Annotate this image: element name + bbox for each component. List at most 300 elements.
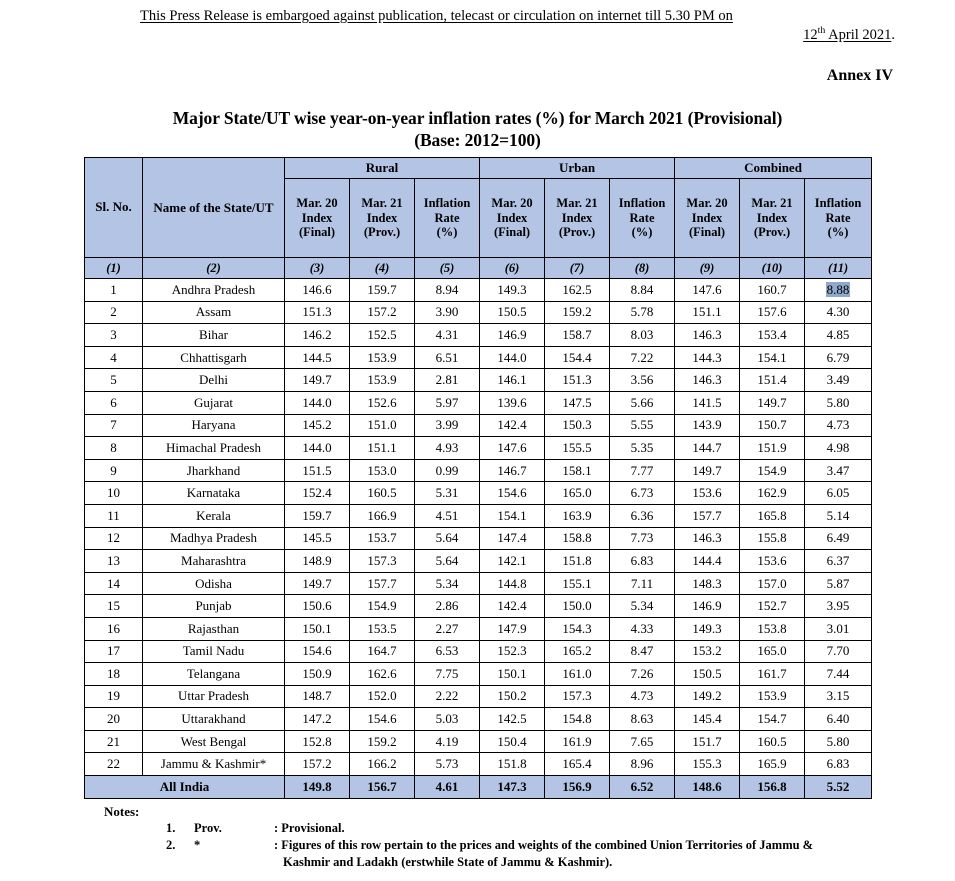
row-state-name: Chhattisgarh <box>143 346 285 369</box>
row-state-name: Madhya Pradesh <box>143 527 285 550</box>
row-serial-number: 3 <box>85 324 143 347</box>
note-1-key: Prov. <box>194 821 222 836</box>
row-value-r21: 153.0 <box>350 459 415 482</box>
row-value-r21: 166.9 <box>350 504 415 527</box>
row-value-r20: 144.0 <box>285 391 350 414</box>
inflation-table-container <box>84 157 871 799</box>
row-state-name: Tamil Nadu <box>143 640 285 663</box>
table-row <box>85 459 872 482</box>
table-row <box>85 504 872 527</box>
row-value-c21: 165.8 <box>740 504 805 527</box>
row-value-urate: 6.36 <box>610 504 675 527</box>
row-serial-number: 17 <box>85 640 143 663</box>
header-urban-rate-l2: Rate <box>629 210 655 225</box>
row-serial-number: 19 <box>85 685 143 708</box>
row-value-crate: 4.73 <box>805 414 872 437</box>
row-serial-number: 20 <box>85 708 143 731</box>
row-value-c20: 149.3 <box>675 617 740 640</box>
colnum-6: (6) <box>480 258 545 279</box>
row-value-r20: 150.6 <box>285 595 350 618</box>
row-value-c21: 151.4 <box>740 369 805 392</box>
row-value-u20: 152.3 <box>480 640 545 663</box>
row-value-r20: 150.9 <box>285 663 350 686</box>
row-value-u20: 142.5 <box>480 708 545 731</box>
embargo-date-day: 12 <box>803 27 818 43</box>
header-state-name: Name of the State/UT <box>143 158 285 258</box>
row-value-urate: 5.34 <box>610 595 675 618</box>
row-state-name: Bihar <box>143 324 285 347</box>
row-value-r20: 152.8 <box>285 730 350 753</box>
row-state-name: Rajasthan <box>143 617 285 640</box>
row-value-c20: 146.3 <box>675 369 740 392</box>
row-value-u20: 147.4 <box>480 527 545 550</box>
row-state-name: Uttar Pradesh <box>143 685 285 708</box>
table-row <box>85 527 872 550</box>
row-value-r20: 148.7 <box>285 685 350 708</box>
row-value-c20: 153.2 <box>675 640 740 663</box>
row-value-r20: 145.2 <box>285 414 350 437</box>
row-serial-number: 2 <box>85 301 143 324</box>
row-value-crate: 6.40 <box>805 708 872 731</box>
row-value-c21: 161.7 <box>740 663 805 686</box>
row-value-u21: 150.0 <box>545 595 610 618</box>
header-rural-mar20-l2: Index <box>301 210 333 225</box>
row-serial-number: 1 <box>85 279 143 302</box>
row-serial-number: 22 <box>85 753 143 776</box>
row-value-u21: 150.3 <box>545 414 610 437</box>
row-serial-number: 18 <box>85 663 143 686</box>
row-value-rrate: 5.73 <box>415 753 480 776</box>
row-value-crate: 3.95 <box>805 595 872 618</box>
row-value-r21: 152.0 <box>350 685 415 708</box>
table-row <box>85 414 872 437</box>
row-value-c21: 149.7 <box>740 391 805 414</box>
total-value-crate: 5.52 <box>805 776 872 799</box>
row-value-rrate: 7.75 <box>415 663 480 686</box>
row-value-r21: 151.0 <box>350 414 415 437</box>
row-value-c20: 144.4 <box>675 550 740 573</box>
row-value-u21: 151.3 <box>545 369 610 392</box>
row-value-u20: 144.0 <box>480 346 545 369</box>
row-value-crate: 3.49 <box>805 369 872 392</box>
row-value-u20: 150.2 <box>480 685 545 708</box>
note-2-value <box>274 837 955 871</box>
embargo-line-1-text: This Press Release is embargoed against publication, telecast or circulation on internet till 5.30 PM on <box>140 8 733 24</box>
header-combined-rate-l2: Rate <box>825 210 851 225</box>
colnum-4: (4) <box>350 258 415 279</box>
row-value-crate: 4.30 <box>805 301 872 324</box>
colnum-9: (9) <box>675 258 740 279</box>
row-value-c20: 144.7 <box>675 437 740 460</box>
header-rural-mar21-l3: (Prov.) <box>363 225 401 240</box>
row-serial-number: 11 <box>85 504 143 527</box>
table-row <box>85 279 872 302</box>
row-value-u21: 165.0 <box>545 482 610 505</box>
row-value-rrate: 2.86 <box>415 595 480 618</box>
row-value-r20: 149.7 <box>285 572 350 595</box>
row-value-c20: 150.5 <box>675 663 740 686</box>
row-value-u20: 146.1 <box>480 369 545 392</box>
total-row-label: All India <box>85 776 285 799</box>
colnum-5: (5) <box>415 258 480 279</box>
row-value-crate: 4.85 <box>805 324 872 347</box>
row-value-u21: 158.1 <box>545 459 610 482</box>
row-value-r21: 153.9 <box>350 369 415 392</box>
note-2-value-line1: : Figures of this row pertain to the prices and weights of the combined Union Territories of Jammu & <box>274 838 814 853</box>
row-state-name: Telangana <box>143 663 285 686</box>
note-item-1 <box>166 820 955 837</box>
row-value-rrate: 3.90 <box>415 301 480 324</box>
header-combined-mar21-l3: (Prov.) <box>753 225 791 240</box>
row-value-u21: 155.1 <box>545 572 610 595</box>
row-value-u21: 157.3 <box>545 685 610 708</box>
row-state-name: Uttarakhand <box>143 708 285 731</box>
embargo-line-1 <box>140 7 895 26</box>
colnum-7: (7) <box>545 258 610 279</box>
embargo-date-ordinal: th <box>817 25 826 37</box>
row-value-r20: 144.5 <box>285 346 350 369</box>
total-value-urate: 6.52 <box>610 776 675 799</box>
row-state-name: Himachal Pradesh <box>143 437 285 460</box>
highlighted-value: 8.88 <box>826 281 850 297</box>
header-group-urban: Urban <box>480 158 675 179</box>
total-value-u20: 147.3 <box>480 776 545 799</box>
row-value-rrate: 4.19 <box>415 730 480 753</box>
header-urban-mar20-l2: Index <box>496 210 528 225</box>
row-value-c20: 157.7 <box>675 504 740 527</box>
header-urban-rate-l3: (%) <box>631 225 653 240</box>
row-value-urate: 4.73 <box>610 685 675 708</box>
header-combined-mar21-l2: Index <box>756 210 788 225</box>
row-value-rrate: 8.94 <box>415 279 480 302</box>
row-value-u21: 147.5 <box>545 391 610 414</box>
row-value-rrate: 5.31 <box>415 482 480 505</box>
row-value-r21: 153.7 <box>350 527 415 550</box>
row-value-c20: 149.7 <box>675 459 740 482</box>
row-value-r21: 152.6 <box>350 391 415 414</box>
notes-section <box>104 803 955 871</box>
row-value-c21: 165.9 <box>740 753 805 776</box>
row-value-u21: 159.2 <box>545 301 610 324</box>
row-value-c20: 149.2 <box>675 685 740 708</box>
row-serial-number: 14 <box>85 572 143 595</box>
row-value-u20: 142.4 <box>480 595 545 618</box>
header-urban-mar21-l3: (Prov.) <box>558 225 596 240</box>
row-value-rrate: 6.51 <box>415 346 480 369</box>
row-value-u20: 149.3 <box>480 279 545 302</box>
row-serial-number: 21 <box>85 730 143 753</box>
header-combined-rate-l3: (%) <box>827 225 849 240</box>
row-value-rrate: 2.22 <box>415 685 480 708</box>
total-value-r21: 156.7 <box>350 776 415 799</box>
row-value-c21: 153.8 <box>740 617 805 640</box>
row-value-r21: 151.1 <box>350 437 415 460</box>
row-value-c21: 152.7 <box>740 595 805 618</box>
title-line-2: (Base: 2012=100) <box>414 130 541 150</box>
row-value-rrate: 5.64 <box>415 527 480 550</box>
row-value-rrate: 4.51 <box>415 504 480 527</box>
row-value-urate: 7.77 <box>610 459 675 482</box>
row-value-r20: 144.0 <box>285 437 350 460</box>
row-value-c20: 146.3 <box>675 527 740 550</box>
row-value-c20: 153.6 <box>675 482 740 505</box>
row-value-urate: 7.65 <box>610 730 675 753</box>
row-value-u20: 150.4 <box>480 730 545 753</box>
row-value-crate: 6.49 <box>805 527 872 550</box>
row-value-rrate: 4.31 <box>415 324 480 347</box>
header-rural-mar21 <box>350 179 415 258</box>
row-value-crate: 6.37 <box>805 550 872 573</box>
table-head <box>85 158 872 258</box>
note-1-value: : Provisional. <box>274 821 345 836</box>
total-value-c20: 148.6 <box>675 776 740 799</box>
table-row <box>85 437 872 460</box>
row-value-crate: 3.15 <box>805 685 872 708</box>
row-value-u20: 146.9 <box>480 324 545 347</box>
row-state-name: Punjab <box>143 595 285 618</box>
row-value-crate: 6.05 <box>805 482 872 505</box>
row-value-u21: 161.0 <box>545 663 610 686</box>
row-value-urate: 6.73 <box>610 482 675 505</box>
row-value-urate: 8.84 <box>610 279 675 302</box>
row-value-urate: 4.33 <box>610 617 675 640</box>
row-value-u21: 154.8 <box>545 708 610 731</box>
row-value-rrate: 6.53 <box>415 640 480 663</box>
header-urban-rate <box>610 179 675 258</box>
row-value-c21: 153.6 <box>740 550 805 573</box>
header-rural-mar20-l1: Mar. 20 <box>296 196 338 211</box>
row-value-rrate: 5.97 <box>415 391 480 414</box>
row-value-r20: 157.2 <box>285 753 350 776</box>
row-state-name: Jammu & Kashmir* <box>143 753 285 776</box>
header-rural-mar21-l2: Index <box>366 210 398 225</box>
row-value-u21: 162.5 <box>545 279 610 302</box>
row-value-urate: 5.78 <box>610 301 675 324</box>
row-value-r20: 151.3 <box>285 301 350 324</box>
row-value-crate: 5.14 <box>805 504 872 527</box>
row-value-c20: 151.1 <box>675 301 740 324</box>
row-value-r20: 150.1 <box>285 617 350 640</box>
row-value-u21: 158.7 <box>545 324 610 347</box>
row-serial-number: 15 <box>85 595 143 618</box>
row-value-c20: 143.9 <box>675 414 740 437</box>
row-value-u21: 154.3 <box>545 617 610 640</box>
row-value-r20: 149.7 <box>285 369 350 392</box>
row-value-urate: 5.66 <box>610 391 675 414</box>
row-value-urate: 3.56 <box>610 369 675 392</box>
header-rural-rate-l1: Inflation <box>423 196 471 211</box>
table-row <box>85 324 872 347</box>
row-serial-number: 4 <box>85 346 143 369</box>
row-value-r21: 152.5 <box>350 324 415 347</box>
row-value-urate: 7.11 <box>610 572 675 595</box>
note-2-number: 2. <box>166 838 176 853</box>
colnum-10: (10) <box>740 258 805 279</box>
row-state-name: Jharkhand <box>143 459 285 482</box>
row-value-rrate: 5.03 <box>415 708 480 731</box>
row-value-u20: 142.1 <box>480 550 545 573</box>
row-value-rrate: 3.99 <box>415 414 480 437</box>
row-value-r21: 160.5 <box>350 482 415 505</box>
header-urban-mar21 <box>545 179 610 258</box>
row-serial-number: 6 <box>85 391 143 414</box>
table-row <box>85 595 872 618</box>
row-value-u21: 155.5 <box>545 437 610 460</box>
row-value-crate: 4.98 <box>805 437 872 460</box>
row-value-c20: 145.4 <box>675 708 740 731</box>
header-combined-rate <box>805 179 872 258</box>
row-value-r20: 152.4 <box>285 482 350 505</box>
row-value-c21: 165.0 <box>740 640 805 663</box>
header-group-combined: Combined <box>675 158 872 179</box>
header-combined-mar20-l3: (Final) <box>688 225 726 240</box>
table-row <box>85 482 872 505</box>
row-value-r21: 166.2 <box>350 753 415 776</box>
header-combined-mar21-l1: Mar. 21 <box>751 196 793 211</box>
header-row-groups <box>85 158 872 179</box>
header-group-rural: Rural <box>285 158 480 179</box>
row-state-name: West Bengal <box>143 730 285 753</box>
row-value-c21: 151.9 <box>740 437 805 460</box>
embargo-line-2 <box>140 26 895 45</box>
row-value-c21: 154.7 <box>740 708 805 731</box>
row-value-r20: 146.6 <box>285 279 350 302</box>
row-value-urate: 6.83 <box>610 550 675 573</box>
row-value-r21: 162.6 <box>350 663 415 686</box>
row-value-r21: 153.5 <box>350 617 415 640</box>
row-value-c21: 160.7 <box>740 279 805 302</box>
header-urban-mar21-l2: Index <box>561 210 593 225</box>
row-value-c20: 146.9 <box>675 595 740 618</box>
row-serial-number: 5 <box>85 369 143 392</box>
total-value-u21: 156.9 <box>545 776 610 799</box>
row-value-u20: 150.5 <box>480 301 545 324</box>
colnum-2: (2) <box>143 258 285 279</box>
row-value-urate: 5.35 <box>610 437 675 460</box>
row-value-urate: 7.22 <box>610 346 675 369</box>
row-value-r21: 164.7 <box>350 640 415 663</box>
embargo-notice <box>140 7 895 45</box>
header-rural-mar20 <box>285 179 350 258</box>
header-combined-rate-l1: Inflation <box>814 196 862 211</box>
table-row <box>85 753 872 776</box>
table-row <box>85 369 872 392</box>
row-state-name: Haryana <box>143 414 285 437</box>
table-row <box>85 685 872 708</box>
row-value-r20: 146.2 <box>285 324 350 347</box>
row-serial-number: 13 <box>85 550 143 573</box>
header-rural-rate <box>415 179 480 258</box>
note-1-number: 1. <box>166 821 176 836</box>
row-value-c21: 153.9 <box>740 685 805 708</box>
header-combined-mar20 <box>675 179 740 258</box>
row-value-urate: 8.03 <box>610 324 675 347</box>
header-urban-mar20 <box>480 179 545 258</box>
row-value-crate: 7.70 <box>805 640 872 663</box>
row-value-rrate: 2.27 <box>415 617 480 640</box>
row-value-u21: 163.9 <box>545 504 610 527</box>
row-value-rrate: 2.81 <box>415 369 480 392</box>
header-urban-mar21-l1: Mar. 21 <box>556 196 598 211</box>
row-state-name: Andhra Pradesh <box>143 279 285 302</box>
row-value-c20: 148.3 <box>675 572 740 595</box>
row-state-name: Delhi <box>143 369 285 392</box>
row-serial-number: 8 <box>85 437 143 460</box>
row-state-name: Assam <box>143 301 285 324</box>
page-title <box>0 107 955 151</box>
row-value-u20: 151.8 <box>480 753 545 776</box>
row-value-c20: 144.3 <box>675 346 740 369</box>
table-row <box>85 663 872 686</box>
row-value-crate: 5.80 <box>805 730 872 753</box>
row-state-name: Gujarat <box>143 391 285 414</box>
colnum-3: (3) <box>285 258 350 279</box>
embargo-date-rest: April 2021 <box>825 27 892 43</box>
header-rural-mar20-l3: (Final) <box>298 225 336 240</box>
header-urban-mar20-l3: (Final) <box>493 225 531 240</box>
row-serial-number: 9 <box>85 459 143 482</box>
row-value-u21: 158.8 <box>545 527 610 550</box>
table-row <box>85 550 872 573</box>
row-value-rrate: 4.93 <box>415 437 480 460</box>
row-value-u20: 144.8 <box>480 572 545 595</box>
row-value-r20: 151.5 <box>285 459 350 482</box>
row-serial-number: 7 <box>85 414 143 437</box>
row-value-c21: 153.4 <box>740 324 805 347</box>
row-value-u21: 161.9 <box>545 730 610 753</box>
table-row <box>85 346 872 369</box>
header-combined-mar21 <box>740 179 805 258</box>
row-state-name: Karnataka <box>143 482 285 505</box>
row-value-c21: 160.5 <box>740 730 805 753</box>
row-value-c21: 154.1 <box>740 346 805 369</box>
row-value-r21: 159.7 <box>350 279 415 302</box>
row-value-crate <box>805 279 872 302</box>
row-value-u20: 154.6 <box>480 482 545 505</box>
row-value-c20: 141.5 <box>675 391 740 414</box>
row-value-rrate: 5.34 <box>415 572 480 595</box>
row-value-u20: 147.9 <box>480 617 545 640</box>
row-value-r20: 145.5 <box>285 527 350 550</box>
row-value-u20: 150.1 <box>480 663 545 686</box>
inflation-table <box>84 157 872 799</box>
total-value-r20: 149.8 <box>285 776 350 799</box>
row-state-name: Odisha <box>143 572 285 595</box>
row-value-c21: 150.7 <box>740 414 805 437</box>
table-row <box>85 730 872 753</box>
table-row <box>85 640 872 663</box>
column-number-row <box>85 258 872 279</box>
row-value-u21: 165.4 <box>545 753 610 776</box>
row-value-r21: 154.6 <box>350 708 415 731</box>
row-value-urate: 8.63 <box>610 708 675 731</box>
row-value-r20: 147.2 <box>285 708 350 731</box>
colnum-1: (1) <box>85 258 143 279</box>
row-value-u20: 147.6 <box>480 437 545 460</box>
embargo-date <box>803 27 891 43</box>
header-combined-mar20-l1: Mar. 20 <box>686 196 728 211</box>
row-value-u21: 165.2 <box>545 640 610 663</box>
row-value-u21: 154.4 <box>545 346 610 369</box>
row-value-c21: 157.0 <box>740 572 805 595</box>
table-row <box>85 572 872 595</box>
row-value-c20: 151.7 <box>675 730 740 753</box>
row-value-crate: 5.87 <box>805 572 872 595</box>
row-serial-number: 10 <box>85 482 143 505</box>
row-value-crate: 6.79 <box>805 346 872 369</box>
row-value-r20: 154.6 <box>285 640 350 663</box>
row-value-c21: 154.9 <box>740 459 805 482</box>
